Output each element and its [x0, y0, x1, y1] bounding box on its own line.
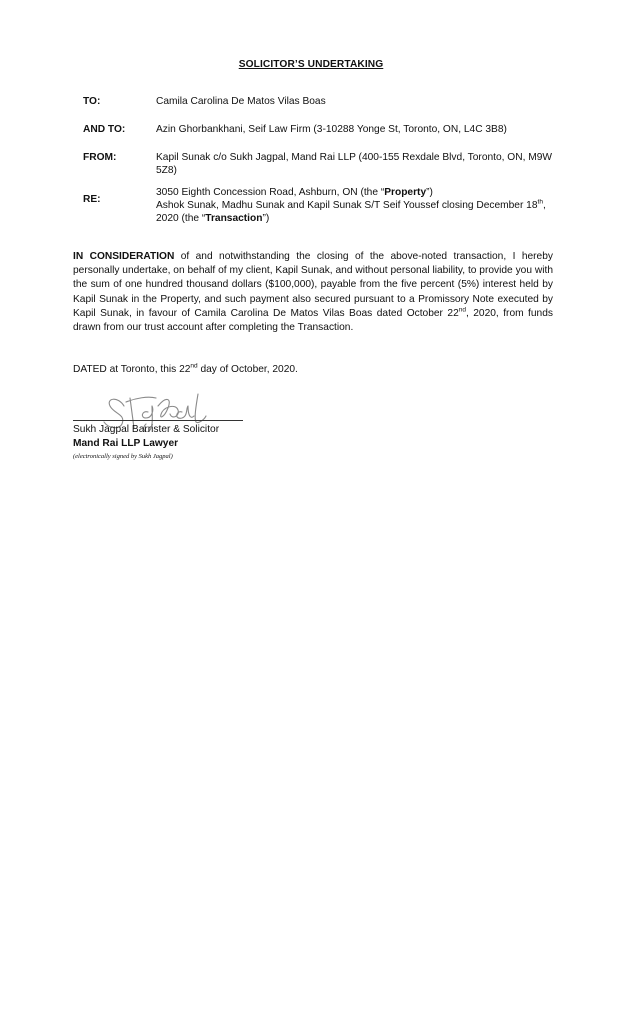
signer-name: Sukh Jagpal Barrister & Solicitor: [73, 424, 220, 435]
re-value: [156, 186, 561, 225]
document-title: SOLICITOR’S UNDERTAKING: [238, 59, 384, 70]
undertaking-paragraph: IN CONSIDERATION of and notwithstanding the closing of the above-noted transaction, I hereby personally undertake, on behalf of my client, Kapil Sunak, and without personal liability, to provide you with the sum of one hundred thousand dollars ($100,000), payable from the five percent (5%) interest held by Kapil Sunak in the Property, and such payment also secured pursuant to a Promissory Note executed by Kapil Sunak, in favour of Camila Carolina De Matos Vilas Boas dated October 22nd, 2020, from funds drawn from our trust account after completing the Transaction.: [73, 251, 553, 334]
firm-name: Mand Rai LLP Lawyer: [73, 438, 179, 449]
to-value: Camila Carolina De Matos Vilas Boas: [156, 96, 326, 107]
and-to-value: Azin Ghorbankhani, Seif Law Firm (3-10288 Yonge St, Toronto, ON, L4C 3B8): [156, 124, 507, 135]
re-label: RE:: [83, 194, 101, 205]
signature-line: [73, 420, 243, 421]
re-line2: Ashok Sunak, Madhu Sunak and Kapil Sunak S/T Seif Youssef closing December 18th, 2020 (the “Transaction”): [156, 198, 546, 224]
dated-line: DATED at Toronto, this 22nd day of October, 2020.: [73, 362, 298, 375]
electronic-signature-note: (electronically signed by Sukh Jagpal): [73, 453, 173, 460]
from-value: Kapil Sunak c/o Sukh Jagpal, Mand Rai LLP (400-155 Rexdale Blvd, Toronto, ON, M9W 5Z8): [156, 152, 553, 176]
and-to-label: AND TO:: [83, 124, 126, 135]
re-line1: 3050 Eighth Concession Road, Ashburn, ON (the “Property”): [156, 187, 433, 198]
to-label: TO:: [83, 96, 101, 107]
consideration-lead: IN CONSIDERATION: [73, 251, 175, 262]
from-label: FROM:: [83, 152, 117, 163]
